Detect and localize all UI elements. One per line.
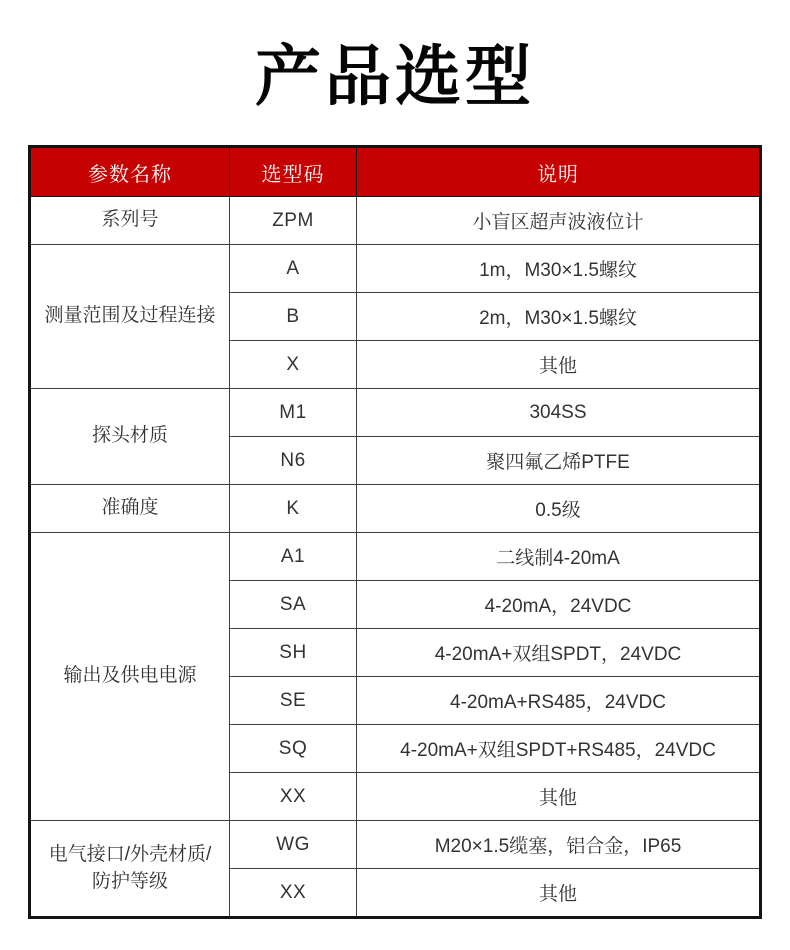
param-cell: 准确度 xyxy=(30,485,230,533)
param-cell: 输出及供电电源 xyxy=(30,533,230,821)
desc-cell: 304SS xyxy=(357,389,761,437)
code-cell: SE xyxy=(230,677,357,725)
product-selection-table xyxy=(28,145,762,919)
desc-cell: 0.5级 xyxy=(357,485,761,533)
table-row xyxy=(30,389,761,437)
table-row xyxy=(30,821,761,869)
code-cell: WG xyxy=(230,821,357,869)
header-cell-code: 选型码 xyxy=(230,147,357,197)
code-cell: A1 xyxy=(230,533,357,581)
table-header xyxy=(30,147,761,197)
header-cell-desc: 说明 xyxy=(357,147,761,197)
page-title: 产品选型 xyxy=(255,38,535,113)
param-cell: 测量范围及过程连接 xyxy=(30,245,230,389)
code-cell: SA xyxy=(230,581,357,629)
desc-cell: 二线制4-20mA xyxy=(357,533,761,581)
table-row xyxy=(30,485,761,533)
code-cell: N6 xyxy=(230,437,357,485)
header-row xyxy=(30,147,761,197)
desc-cell: 4-20mA+双组SPDT+RS485，24VDC xyxy=(357,725,761,773)
table-row xyxy=(30,197,761,245)
table-row xyxy=(30,533,761,581)
desc-cell: 2m，M30×1.5螺纹 xyxy=(357,293,761,341)
desc-cell: 聚四氟乙烯PTFE xyxy=(357,437,761,485)
code-cell: B xyxy=(230,293,357,341)
code-cell: XX xyxy=(230,869,357,918)
code-cell: SH xyxy=(230,629,357,677)
desc-cell: 4-20mA+双组SPDT，24VDC xyxy=(357,629,761,677)
table-row xyxy=(30,245,761,293)
code-cell: X xyxy=(230,341,357,389)
code-cell: ZPM xyxy=(230,197,357,245)
desc-cell: 小盲区超声波液位计 xyxy=(357,197,761,245)
code-cell: M1 xyxy=(230,389,357,437)
header-cell-param: 参数名称 xyxy=(30,147,230,197)
desc-cell: M20×1.5缆塞，铝合金，IP65 xyxy=(357,821,761,869)
page-title-container xyxy=(0,0,790,145)
desc-cell: 1m，M30×1.5螺纹 xyxy=(357,245,761,293)
param-cell: 系列号 xyxy=(30,197,230,245)
param-cell: 电气接口/外壳材质/防护等级 xyxy=(30,821,230,918)
code-cell: A xyxy=(230,245,357,293)
desc-cell: 其他 xyxy=(357,869,761,918)
table-body xyxy=(30,197,761,918)
code-cell: K xyxy=(230,485,357,533)
desc-cell: 4-20mA，24VDC xyxy=(357,581,761,629)
desc-cell: 其他 xyxy=(357,773,761,821)
code-cell: SQ xyxy=(230,725,357,773)
desc-cell: 4-20mA+RS485，24VDC xyxy=(357,677,761,725)
code-cell: XX xyxy=(230,773,357,821)
param-cell: 探头材质 xyxy=(30,389,230,485)
desc-cell: 其他 xyxy=(357,341,761,389)
